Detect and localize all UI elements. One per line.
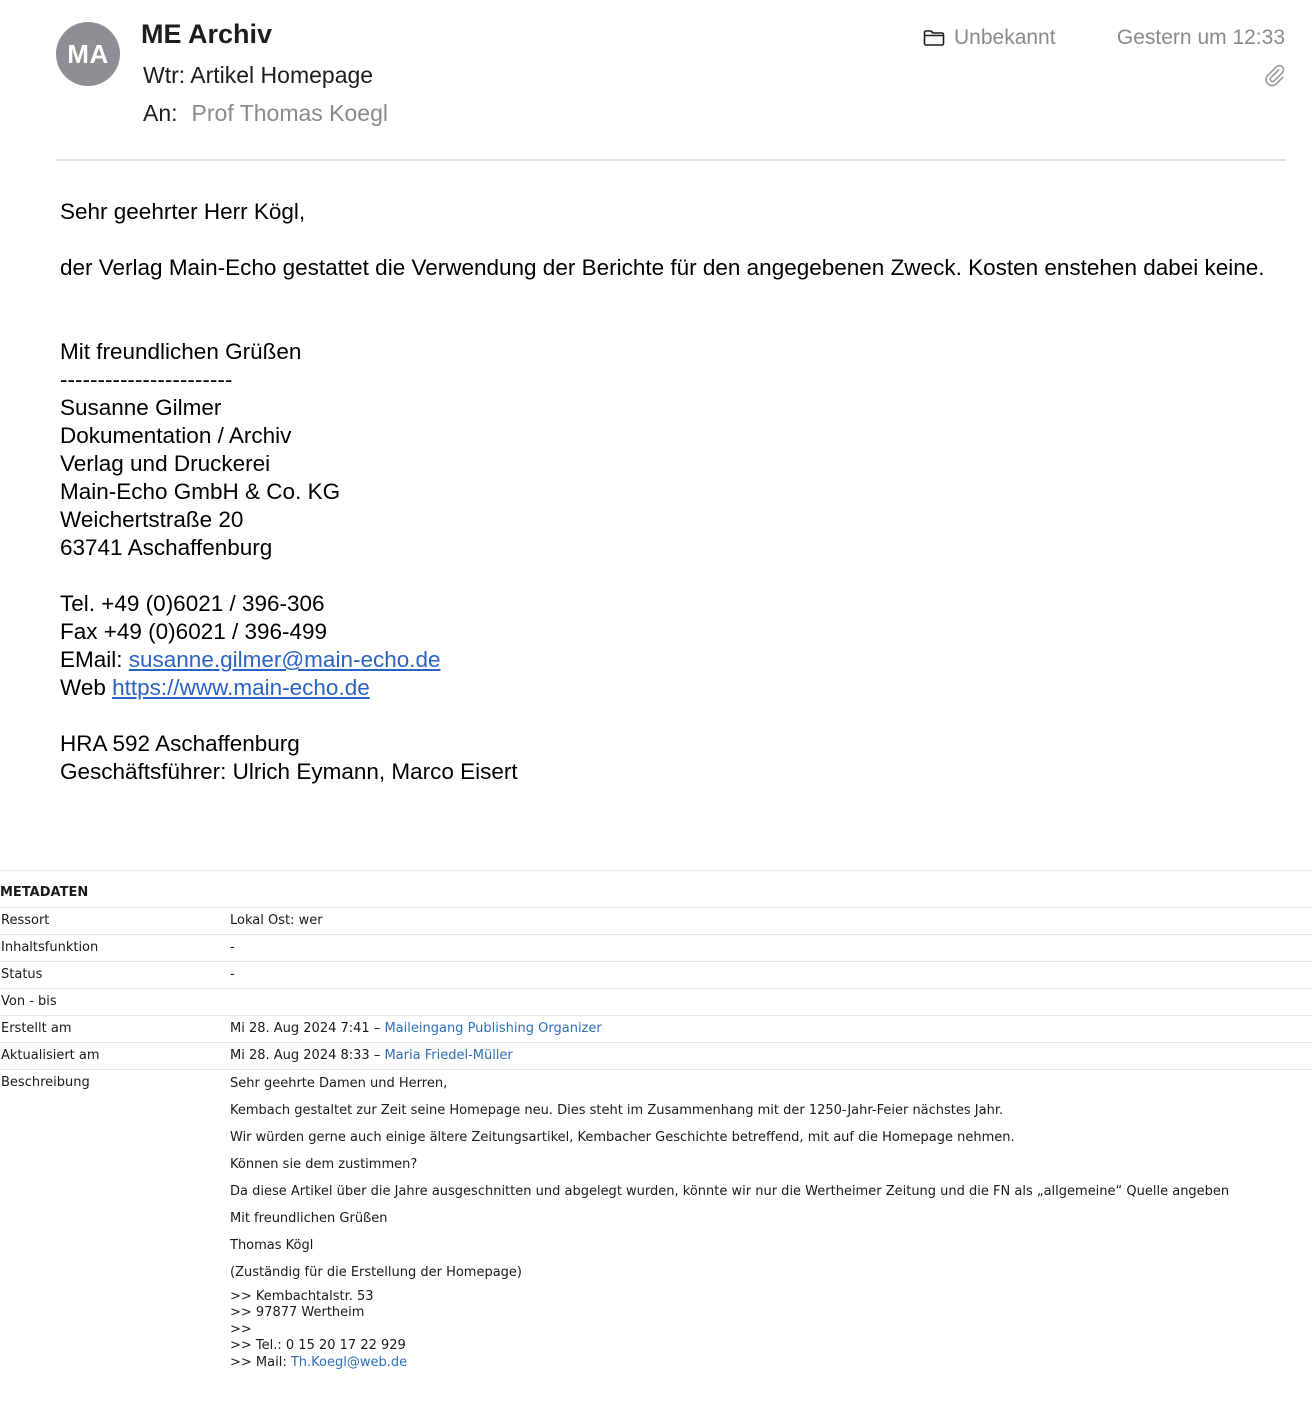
quoted-line: >> 97877 Wertheim bbox=[230, 1305, 365, 1321]
created-by-link[interactable]: Maileingang Publishing Organizer bbox=[384, 1021, 602, 1036]
description-line: Sehr geehrte Damen und Herren, bbox=[230, 1076, 448, 1091]
metadata-key: Erstellt am bbox=[1, 1021, 72, 1036]
quoted-block bbox=[230, 1289, 1312, 1371]
sender-name: ME Archiv bbox=[141, 19, 273, 49]
sender-avatar: MA bbox=[56, 22, 120, 86]
web-label: Web bbox=[60, 675, 113, 700]
description-line: Kembach gestaltet zur Zeit seine Homepage neu. Dies steht im Zusammenhang mit der 1250-Jahr-Feier nächstes Jahr. bbox=[230, 1103, 1004, 1118]
signature-line: Weichertstraße 20 bbox=[60, 507, 244, 532]
metadata-key: Beschreibung bbox=[1, 1075, 90, 1090]
updated-date: Mi 28. Aug 2024 8:33 – bbox=[230, 1048, 385, 1063]
signature-line: Main-Echo GmbH & Co. KG bbox=[60, 479, 341, 504]
signature-line: Dokumentation / Archiv bbox=[60, 423, 292, 448]
recipient-name[interactable]: Prof Thomas Koegl bbox=[191, 100, 388, 126]
metadata-row-status bbox=[0, 962, 1312, 989]
metadata-row-ressort bbox=[0, 908, 1312, 935]
metadata-row-von-bis bbox=[0, 989, 1312, 1016]
metadata-value: - bbox=[230, 940, 235, 955]
metadata-row-erstellt bbox=[0, 1016, 1312, 1043]
mailbox-name: Unbekannt bbox=[954, 26, 1056, 49]
header-divider bbox=[56, 159, 1286, 161]
signature-line: Susanne Gilmer bbox=[60, 395, 222, 420]
updated-by-link[interactable]: Maria Friedel-Müller bbox=[384, 1048, 513, 1063]
quoted-line: >> Tel.: 0 15 20 17 22 929 bbox=[230, 1338, 406, 1354]
web-link[interactable]: https://www.main-echo.de bbox=[112, 675, 370, 700]
signature-tel: Tel. +49 (0)6021 / 396-306 bbox=[60, 591, 325, 616]
description-line: Wir würden gerne auch einige ältere Zeitungsartikel, Kembacher Geschichte betreffend, mit auf die Homepage nehmen. bbox=[230, 1130, 1015, 1145]
description-line: Können sie dem zustimmen? bbox=[230, 1157, 418, 1172]
description-line: (Zuständig für die Erstellung der Homepage) bbox=[230, 1265, 522, 1280]
metadata-key: Von - bis bbox=[1, 994, 57, 1009]
metadata-key: Ressort bbox=[1, 913, 50, 928]
greeting: Sehr geehrter Herr Kögl, bbox=[60, 199, 306, 224]
quoted-mail-row bbox=[230, 1355, 1312, 1371]
signature-hra: HRA 592 Aschaffenburg bbox=[60, 731, 300, 756]
metadata-row-inhaltsfunktion bbox=[0, 935, 1312, 962]
email-link[interactable]: susanne.gilmer@main-echo.de bbox=[128, 647, 441, 672]
metadata-value bbox=[230, 1043, 1312, 1069]
signature-fax: Fax +49 (0)6021 / 396-499 bbox=[60, 619, 328, 644]
metadata-row-beschreibung bbox=[0, 1070, 1312, 1371]
description-text bbox=[230, 1070, 1312, 1371]
metadata-key: Status bbox=[1, 967, 43, 982]
metadata-table bbox=[0, 870, 1312, 1371]
closing: Mit freundlichen Grüßen bbox=[60, 339, 302, 364]
description-line: Thomas Kögl bbox=[230, 1238, 314, 1253]
signature-management: Geschäftsführer: Ulrich Eymann, Marco Eisert bbox=[60, 759, 518, 784]
metadata-value: Lokal Ost: wer bbox=[230, 913, 323, 928]
signature-line: 63741 Aschaffenburg bbox=[60, 535, 273, 560]
mailbox-indicator[interactable] bbox=[923, 26, 1056, 50]
folder-icon bbox=[923, 29, 945, 47]
metadata-row-aktualisiert bbox=[0, 1043, 1312, 1070]
paperclip-icon[interactable] bbox=[1263, 62, 1285, 93]
recipient-row bbox=[143, 100, 388, 127]
mail-body bbox=[60, 198, 1290, 786]
metadata-key: Inhaltsfunktion bbox=[1, 940, 99, 955]
description-line: Da diese Artikel über die Jahre ausgeschnitten und abgelegt wurden, könnte wir nur die Wertheimer Zeitung und die FN als „allgemeine“ Quelle angeben bbox=[230, 1184, 1230, 1199]
mail-timestamp: Gestern um 12:33 bbox=[1116, 26, 1285, 49]
signature-web-row bbox=[60, 674, 1290, 702]
quoted-line: >> Kembachtalstr. 53 bbox=[230, 1289, 374, 1304]
body-paragraph: der Verlag Main-Echo gestattet die Verwendung der Berichte für den angegebenen Zweck. Kosten enstehen dabei keine. bbox=[60, 255, 1265, 280]
metadata-value bbox=[230, 989, 1312, 1015]
quoted-line: >> bbox=[230, 1321, 252, 1337]
mail-subject: Wtr: Artikel Homepage bbox=[143, 62, 374, 88]
signature-separator: ----------------------- bbox=[60, 367, 233, 392]
description-line: Mit freundlichen Grüßen bbox=[230, 1211, 388, 1226]
quoted-mail-prefix: >> Mail: bbox=[230, 1354, 291, 1370]
signature-email-row bbox=[60, 646, 1290, 674]
signature-line: Verlag und Druckerei bbox=[60, 451, 271, 476]
email-label: EMail: bbox=[60, 647, 129, 672]
quoted-mail-link[interactable]: Th.Koegl@web.de bbox=[290, 1354, 408, 1370]
metadata-value: - bbox=[230, 967, 235, 982]
metadata-value bbox=[230, 1016, 1312, 1042]
metadata-key: Aktualisiert am bbox=[1, 1048, 100, 1063]
created-date: Mi 28. Aug 2024 7:41 – bbox=[230, 1021, 385, 1036]
recipient-label: An: bbox=[143, 100, 178, 126]
metadata-heading: METADATEN bbox=[0, 871, 1312, 908]
